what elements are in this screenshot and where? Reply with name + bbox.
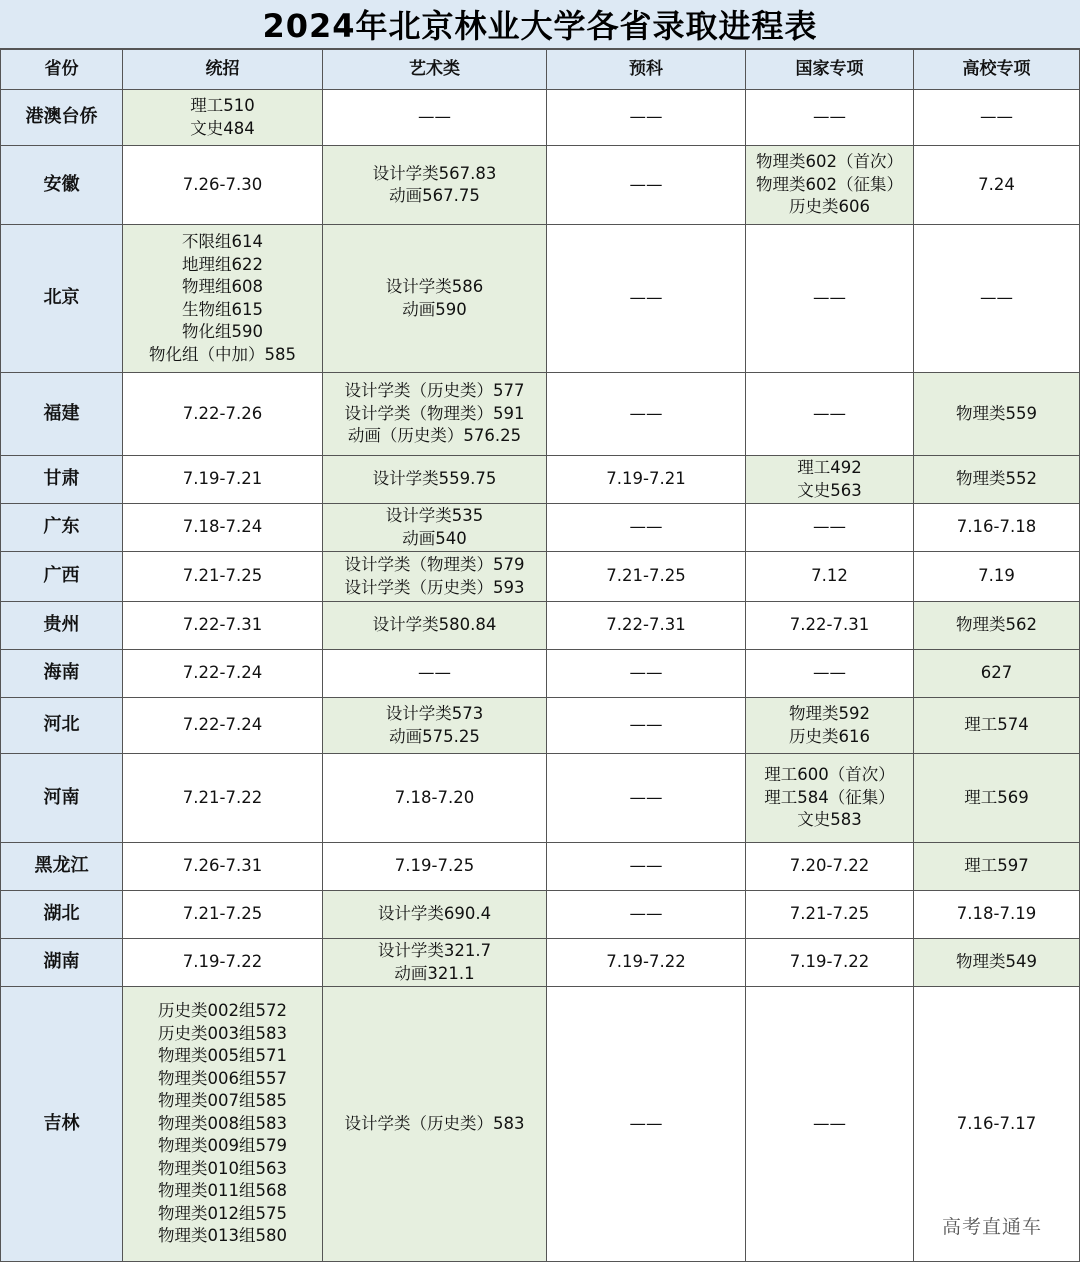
cell-line: 物理组608 xyxy=(182,277,263,296)
cell-line: 物理类559 xyxy=(956,403,1037,423)
province-cell: 甘肃 xyxy=(1,456,123,504)
cell-line: 7.19-7.25 xyxy=(394,856,475,876)
cell-preparatory xyxy=(547,939,746,987)
cell-general xyxy=(123,698,323,754)
cell-line: 动画590 xyxy=(402,299,467,319)
cell-line: —— xyxy=(629,663,663,683)
cell-university-special xyxy=(914,90,1080,146)
cell-art xyxy=(323,939,547,987)
cell-line: 7.22-7.31 xyxy=(182,615,263,635)
cell-general xyxy=(123,843,323,891)
cell-university-special xyxy=(914,891,1080,939)
cell-line: —— xyxy=(813,403,846,423)
cell-line: 设计学类580.84 xyxy=(372,615,497,635)
cell-university-special xyxy=(914,146,1080,225)
cell-national-special xyxy=(746,891,914,939)
cell-line: 物理类007组585 xyxy=(158,1091,287,1111)
cell-line: —— xyxy=(813,1113,846,1133)
cell-line: —— xyxy=(980,288,1013,308)
cell-art xyxy=(323,146,547,225)
table-row xyxy=(1,90,1080,146)
province-cell: 黑龙江 xyxy=(1,843,123,891)
cell-line: 文史563 xyxy=(797,480,862,500)
province-cell: 广东 xyxy=(1,504,123,552)
cell-line: 设计学类（历史类）593 xyxy=(344,577,525,597)
cell-national-special xyxy=(746,456,914,504)
cell-line: 物理类562 xyxy=(956,615,1037,635)
cell-university-special xyxy=(914,843,1080,891)
cell-line: 设计学类559.75 xyxy=(372,469,497,489)
cell-preparatory xyxy=(547,891,746,939)
cell-line: —— xyxy=(629,288,663,308)
cell-line: 7.21-7.22 xyxy=(182,787,263,807)
cell-line: 7.16-7.18 xyxy=(956,517,1037,537)
cell-national-special xyxy=(746,90,914,146)
cell-line: 物理类005组571 xyxy=(158,1046,287,1066)
cell-university-special xyxy=(914,754,1080,843)
cell-line: 文史583 xyxy=(797,810,862,830)
cell-art xyxy=(323,504,547,552)
cell-line: 物理类012组575 xyxy=(158,1203,287,1223)
cell-line: —— xyxy=(418,663,451,683)
cell-general xyxy=(123,373,323,456)
cell-national-special xyxy=(746,552,914,602)
cell-line: 设计学类（历史类）577 xyxy=(344,381,525,401)
province-cell: 河南 xyxy=(1,754,123,843)
cell-general xyxy=(123,891,323,939)
cell-line: 627 xyxy=(980,663,1013,683)
sheet-title: 2024年北京林业大学各省录取进程表 xyxy=(0,0,1080,49)
province-cell: 贵州 xyxy=(1,602,123,650)
cell-general xyxy=(123,939,323,987)
cell-line: 7.21-7.25 xyxy=(789,904,870,924)
cell-preparatory xyxy=(547,504,746,552)
cell-line: 7.19 xyxy=(978,566,1015,586)
cell-art xyxy=(323,698,547,754)
cell-art xyxy=(323,843,547,891)
cell-general xyxy=(123,552,323,602)
cell-line: 设计学类（物理类）579 xyxy=(344,555,525,574)
cell-line: 7.22-7.31 xyxy=(606,615,686,635)
cell-preparatory xyxy=(547,456,746,504)
cell-general xyxy=(123,602,323,650)
table-row xyxy=(1,456,1080,504)
province-cell: 河北 xyxy=(1,698,123,754)
cell-line: 设计学类535 xyxy=(385,506,484,525)
table-row xyxy=(1,698,1080,754)
province-cell: 湖北 xyxy=(1,891,123,939)
header-row xyxy=(1,50,1080,90)
province-cell: 北京 xyxy=(1,225,123,373)
cell-art xyxy=(323,373,547,456)
cell-university-special xyxy=(914,939,1080,987)
cell-university-special xyxy=(914,225,1080,373)
table-row xyxy=(1,650,1080,698)
cell-line: —— xyxy=(629,787,663,807)
cell-national-special xyxy=(746,650,914,698)
table-row xyxy=(1,373,1080,456)
cell-preparatory xyxy=(547,650,746,698)
cell-national-special xyxy=(746,754,914,843)
cell-line: 7.19-7.21 xyxy=(606,469,686,489)
cell-line: 理工597 xyxy=(964,856,1029,876)
cell-line: 不限组614 xyxy=(182,232,263,251)
cell-line: —— xyxy=(629,403,663,423)
table-row xyxy=(1,939,1080,987)
table-row xyxy=(1,754,1080,843)
cell-line: —— xyxy=(813,107,846,127)
watermark: 高考直通车 xyxy=(942,1216,1043,1238)
cell-line: 物理类602（首次） xyxy=(756,152,903,172)
cell-line: 文史484 xyxy=(190,118,255,138)
table-row xyxy=(1,602,1080,650)
cell-line: 理工510 xyxy=(190,96,255,115)
cell-line: 设计学类（物理类）591 xyxy=(344,403,525,423)
cell-line: 理工569 xyxy=(964,787,1029,807)
cell-general xyxy=(123,754,323,843)
cell-line: 设计学类690.4 xyxy=(377,904,492,924)
cell-national-special xyxy=(746,602,914,650)
header-province: 省份 xyxy=(1,50,123,90)
cell-line: 7.16-7.17 xyxy=(956,1113,1037,1133)
cell-line: 7.22-7.24 xyxy=(182,715,263,735)
cell-line: 7.12 xyxy=(811,566,848,586)
cell-line: 7.21-7.25 xyxy=(182,904,263,924)
cell-line: 7.21-7.25 xyxy=(182,566,263,586)
cell-preparatory xyxy=(547,843,746,891)
cell-preparatory xyxy=(547,602,746,650)
cell-line: 动画567.75 xyxy=(389,186,480,205)
cell-line: 物化组590 xyxy=(182,322,263,341)
cell-art xyxy=(323,987,547,1262)
cell-line: 物理类006组557 xyxy=(158,1068,287,1088)
cell-general xyxy=(123,90,323,146)
cell-university-special xyxy=(914,373,1080,456)
cell-art xyxy=(323,225,547,373)
cell-line: —— xyxy=(629,107,663,127)
cell-national-special xyxy=(746,504,914,552)
cell-university-special xyxy=(914,602,1080,650)
header-preparatory: 预科 xyxy=(547,50,746,90)
header-university-special: 高校专项 xyxy=(914,50,1080,90)
table-row xyxy=(1,225,1080,373)
cell-art xyxy=(323,754,547,843)
cell-line: —— xyxy=(629,174,663,194)
cell-line: 设计学类321.7 xyxy=(377,941,492,960)
cell-university-special xyxy=(914,456,1080,504)
header-art: 艺术类 xyxy=(323,50,547,90)
cell-general xyxy=(123,650,323,698)
cell-line: 7.26-7.31 xyxy=(182,856,263,876)
admission-table xyxy=(0,49,1080,1262)
table-row xyxy=(1,891,1080,939)
cell-line: 设计学类586 xyxy=(385,277,484,296)
table-row xyxy=(1,504,1080,552)
province-cell: 港澳台侨 xyxy=(1,90,123,146)
cell-line: 7.20-7.22 xyxy=(789,856,870,876)
cell-line: 物理类592 xyxy=(789,704,870,723)
cell-line: —— xyxy=(629,904,663,924)
cell-line: 地理组622 xyxy=(182,254,263,274)
cell-line: 物理类549 xyxy=(956,952,1037,972)
cell-art xyxy=(323,602,547,650)
cell-national-special xyxy=(746,373,914,456)
province-cell: 广西 xyxy=(1,552,123,602)
cell-general xyxy=(123,987,323,1262)
province-cell: 湖南 xyxy=(1,939,123,987)
cell-line: —— xyxy=(629,517,663,537)
cell-line: 物理类011组568 xyxy=(158,1181,287,1201)
cell-line: 7.21-7.25 xyxy=(606,566,686,586)
province-cell: 海南 xyxy=(1,650,123,698)
cell-university-special xyxy=(914,698,1080,754)
cell-line: 动画321.1 xyxy=(394,963,475,983)
cell-general xyxy=(123,504,323,552)
cell-line: 历史类606 xyxy=(789,197,870,217)
province-cell: 福建 xyxy=(1,373,123,456)
cell-national-special xyxy=(746,225,914,373)
table-row xyxy=(1,552,1080,602)
cell-line: 动画540 xyxy=(402,528,467,548)
cell-national-special xyxy=(746,939,914,987)
cell-line: 物理类009组579 xyxy=(158,1136,287,1156)
cell-line: —— xyxy=(629,856,663,876)
cell-art xyxy=(323,650,547,698)
cell-line: 7.26-7.30 xyxy=(182,174,263,194)
cell-line: 物理类010组563 xyxy=(158,1158,287,1178)
cell-preparatory xyxy=(547,90,746,146)
cell-preparatory xyxy=(547,373,746,456)
cell-line: —— xyxy=(629,1113,663,1133)
cell-art xyxy=(323,90,547,146)
cell-line: 理工584（征集） xyxy=(764,787,895,807)
cell-line: 物理类008组583 xyxy=(158,1113,287,1133)
cell-university-special xyxy=(914,552,1080,602)
cell-line: 7.19-7.22 xyxy=(606,952,686,972)
cell-line: 7.22-7.31 xyxy=(789,615,870,635)
cell-national-special xyxy=(746,987,914,1262)
cell-university-special xyxy=(914,504,1080,552)
province-cell: 安徽 xyxy=(1,146,123,225)
cell-art xyxy=(323,891,547,939)
cell-line: 动画（历史类）576.25 xyxy=(347,426,522,446)
cell-line: 7.18-7.20 xyxy=(394,787,475,807)
cell-line: 物理类602（征集） xyxy=(756,174,903,194)
cell-line: —— xyxy=(813,517,846,537)
cell-national-special xyxy=(746,698,914,754)
header-general: 统招 xyxy=(123,50,323,90)
cell-line: 物理类013组580 xyxy=(158,1226,287,1246)
cell-line: 历史类002组572 xyxy=(158,1001,287,1021)
cell-line: 设计学类573 xyxy=(385,704,484,723)
cell-university-special xyxy=(914,650,1080,698)
cell-line: —— xyxy=(629,715,663,735)
cell-line: 物理类552 xyxy=(956,469,1037,489)
cell-line: 生物组615 xyxy=(182,299,263,319)
cell-preparatory xyxy=(547,754,746,843)
cell-line: 7.19-7.21 xyxy=(182,469,263,489)
cell-general xyxy=(123,456,323,504)
cell-line: 历史类003组583 xyxy=(158,1023,287,1043)
table-row xyxy=(1,987,1080,1262)
cell-preparatory xyxy=(547,225,746,373)
cell-line: 理工574 xyxy=(964,715,1029,735)
table-row xyxy=(1,843,1080,891)
province-cell: 吉林 xyxy=(1,987,123,1262)
cell-line: 7.18-7.19 xyxy=(956,904,1037,924)
cell-line: —— xyxy=(813,663,846,683)
cell-general xyxy=(123,146,323,225)
cell-line: —— xyxy=(813,288,846,308)
cell-line: 动画575.25 xyxy=(389,726,480,746)
header-national-special: 国家专项 xyxy=(746,50,914,90)
cell-line: 物化组（中加）585 xyxy=(149,344,296,364)
cell-line: 历史类616 xyxy=(789,726,870,746)
cell-line: 设计学类567.83 xyxy=(372,163,497,183)
table-body xyxy=(1,50,1080,1262)
cell-line: 7.22-7.26 xyxy=(182,403,263,423)
cell-line: 7.19-7.22 xyxy=(789,952,870,972)
cell-line: —— xyxy=(980,107,1013,127)
table-row xyxy=(1,146,1080,225)
cell-preparatory xyxy=(547,987,746,1262)
cell-line: —— xyxy=(418,107,451,127)
cell-preparatory xyxy=(547,698,746,754)
cell-line: 设计学类（历史类）583 xyxy=(344,1113,525,1133)
cell-preparatory xyxy=(547,552,746,602)
cell-national-special xyxy=(746,146,914,225)
cell-line: 7.18-7.24 xyxy=(182,517,263,537)
cell-art xyxy=(323,552,547,602)
cell-line: 7.22-7.24 xyxy=(182,663,263,683)
cell-general xyxy=(123,225,323,373)
cell-preparatory xyxy=(547,146,746,225)
cell-line: 7.24 xyxy=(978,174,1015,194)
cell-line: 7.19-7.22 xyxy=(182,952,263,972)
cell-line: 理工600（首次） xyxy=(764,765,895,785)
cell-art xyxy=(323,456,547,504)
cell-national-special xyxy=(746,843,914,891)
cell-line: 理工492 xyxy=(797,458,862,477)
